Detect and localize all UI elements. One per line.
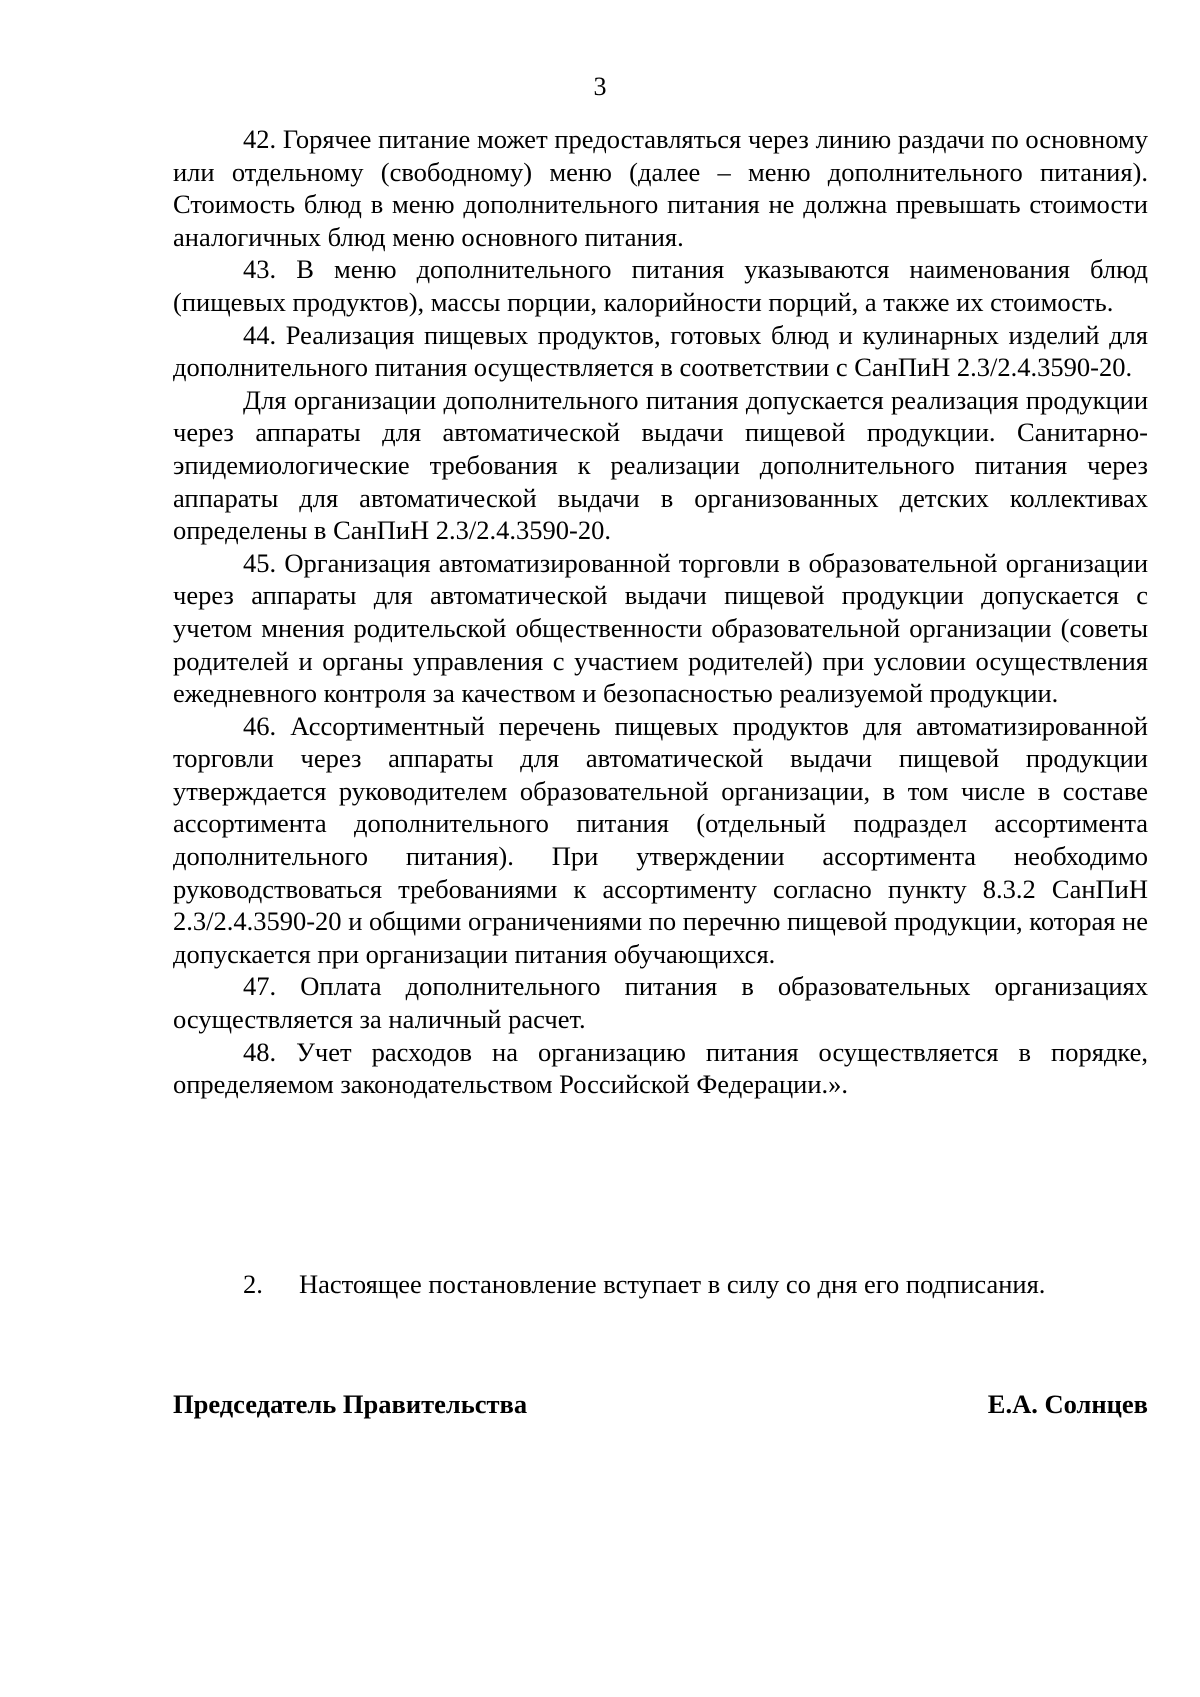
closing-item-number: 2. [243, 1269, 263, 1299]
closing-item-text: Настоящее постановление вступает в силу со дня его подписания. [299, 1269, 1046, 1299]
paragraph-42: 42. Горячее питание может предоставляться через линию раздачи по основному или отдельному (свободному) меню (далее – меню дополнительного питания). Стоимость блюд в меню дополнительного питания не должна превышать стоимости аналогичных блюд меню основного питания. [173, 124, 1148, 252]
signature-block [173, 1388, 1148, 1420]
paragraph-43: 43. В меню дополнительного питания указываются наименования блюд (пищевых продуктов), массы порции, калорийности порций, а также их стоимость. [173, 254, 1148, 317]
closing-item [173, 1268, 1148, 1300]
signatory-name: Е.А. Солнцев [987, 1389, 1148, 1419]
paragraph-48: 48. Учет расходов на организацию питания осуществляется в порядке, определяемом законодательством Российской Федерации.». [173, 1036, 1148, 1100]
paragraph-45: 45. Организация автоматизированной торговли в образовательной организации через аппараты для автоматической выдачи пищевой продукции допускается с учетом мнения родительской общественности образовательной организации (советы родителей и органы управления с участием родителей) при условии осуществления ежедневного контроля за качеством и безопасностью реализуемой продукции. [173, 547, 1148, 709]
paragraph-44: 44. Реализация пищевых продуктов, готовых блюд и кулинарных изделий для дополнительного питания осуществляется в соответствии с СанПиН 2.3/2.4.3590-20. [173, 319, 1148, 383]
page-number: 3 [593, 72, 607, 101]
paragraph-46: 46. Ассортиментный перечень пищевых продуктов для автоматизированной торговли через аппараты для автоматической выдачи пищевой продукции утверждается руководителем образовательной организации, в том числе в составе ассортимента дополнительного питания (отдельный подраздел ассортимента дополнительного питания). При утверждении ассортимента необходимо руководствоваться требованиями к ассортименту согласно пункту 8.3.2 СанПиН 2.3/2.4.3590-20 и общими ограничениями по перечню пищевой продукции, которая не допускается при организации питания обучающихся. [173, 710, 1148, 969]
document-body [173, 123, 1148, 1101]
paragraph-47: 47. Оплата дополнительного питания в образовательных организациях осуществляется за наличный расчет. [173, 971, 1148, 1035]
signatory-position: Председатель Правительства [173, 1389, 528, 1419]
paragraph-44-continuation: Для организации дополнительного питания допускается реализация продукции через аппараты для автоматической выдачи пищевой продукции. Санитарно-эпидемиологические требования к реализации дополнительного питания через аппараты для автоматической выдачи в организованных детских коллективах определены в СанПиН 2.3/2.4.3590-20. [173, 384, 1148, 546]
